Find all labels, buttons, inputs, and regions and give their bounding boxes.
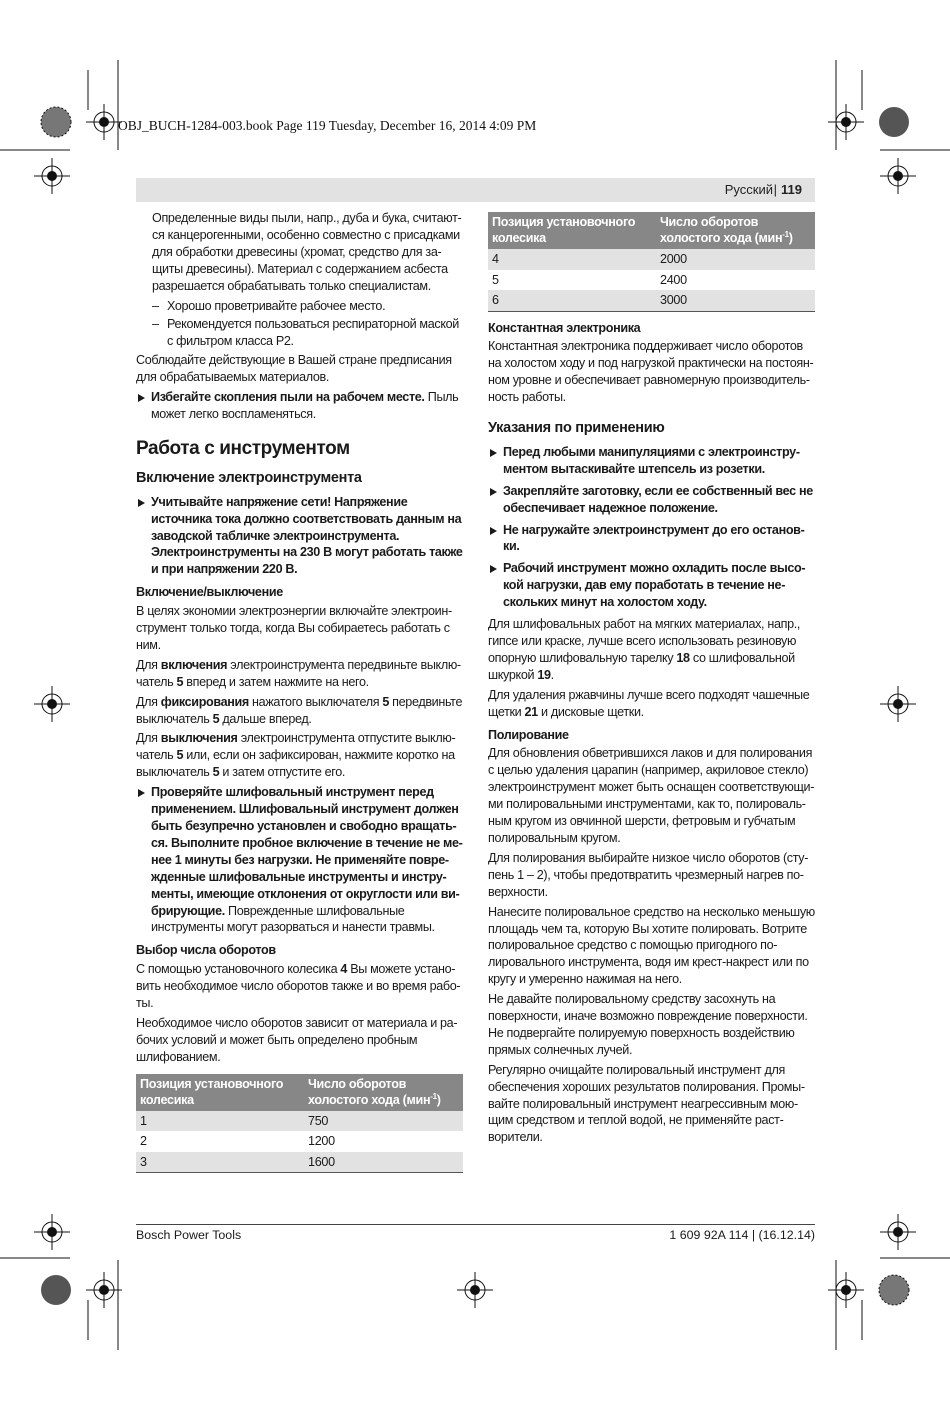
body-paragraph: В целях экономии электроэнергии включайте электроинструмент только тогда, когда Вы собираетесь работать с ним. — [136, 604, 453, 652]
dash-text: Хорошо проветривайте рабочее место. — [167, 298, 386, 313]
subsection-heading: Указания по применению — [488, 420, 665, 437]
body-paragraph: Для включения электроинструмента передвиньте выключатель 5 вперед и затем нажмите на него. — [136, 657, 462, 689]
body-paragraph: Для шлифовальных работ на мягких материалах, напр., гипсе или краске, лучше всего использовать резиновую опорную шлифовальную тарелку 18 со шлифовальной шкуркой 19. — [488, 617, 801, 682]
table-row: 2 1200 — [140, 1134, 335, 1149]
warning-bullet: Перед любыми манипуляциями с электроинструментом вытаскивайте штепсель из розетки. — [488, 444, 815, 478]
warning-bullet: Закрепляйте заготовку, если ее собственный вес не обеспечивает надежное положение. — [488, 483, 815, 517]
table-header: Число оборотов холостого хода (мин$^{-1}$) — [304, 1074, 463, 1111]
table-row: 5 2400 — [492, 272, 687, 287]
footer-brand: Bosch Power Tools — [136, 1228, 242, 1242]
header-language: Русский — [724, 182, 773, 197]
triangle-bullet-icon — [490, 449, 497, 457]
table-header: Позиция установочного колесика — [136, 1074, 304, 1111]
bullet-bold: Избегайте скопления пыли на рабочем месте. — [151, 390, 425, 405]
header-separator: | — [773, 182, 777, 197]
dash-item — [136, 298, 463, 315]
warning-bullet — [136, 494, 463, 579]
body-paragraph: Для полирования выбирайте низкое число оборотов (ступень 1 – 2), чтобы предотвратить чрезмерный нагрев поверхности. — [488, 850, 809, 899]
body-paragraph: Необходимое число оборотов зависит от материала и рабочих условий и может быть определено пробным шлифованием. — [136, 1015, 458, 1064]
footer-rule — [136, 1224, 815, 1225]
table-row: 4 2000 — [488, 249, 815, 270]
dust-paragraph: Определенные виды пыли, напр., дуба и бука, считаются канцерогенными, особенно совместно с присадками для обработки древесины (хромат, средство для защиты древесины). Материал с содержанием асбеста разрешается обрабатывать только специалистам. — [152, 211, 462, 293]
minor-heading: Включение/выключение — [136, 585, 283, 600]
body-paragraph: С помощью установочного колесика 4 Вы можете установить необходимое число оборотов также и во время работы. — [136, 962, 461, 1011]
section-heading: Работа с инструментом — [136, 437, 350, 459]
body-paragraph: Для удаления ржавчины лучше всего подходят чашечные щетки 21 и дисковые щетки. — [488, 687, 810, 719]
warning-bullet: Рабочий инструмент можно охладить после высокой нагрузки, дав ему поработать в течение нескольких минут на холостом ходу. — [488, 560, 815, 611]
table-row: 6 3000 — [488, 290, 815, 311]
triangle-bullet-icon — [490, 527, 497, 535]
body-paragraph: Константная электроника поддерживает число оборотов на холостом ходу и под нагрузкой практически на постоянном уровне и обеспечивает равномерную производительность работы. — [488, 339, 814, 405]
minor-heading: Выбор числа оборотов — [136, 943, 276, 958]
dash-mark: – — [152, 298, 159, 313]
dash-item — [136, 316, 463, 350]
bullet-text: Пыль может легко воспламеняться. — [151, 390, 459, 421]
speed-table — [488, 212, 815, 312]
table-row: 1 750 — [136, 1111, 463, 1132]
minor-heading: Полирование — [488, 727, 569, 742]
body-paragraph: Регулярно очищайте полировальный инструмент для обеспечения хороших результатов полирования. Промывайте полировальный инструмент неагрессивным моющим средством и теплой водой, не применяйте растворители. — [488, 1062, 806, 1145]
triangle-bullet-icon — [138, 499, 145, 507]
table-header: Позиция установочного колесика — [488, 212, 656, 249]
page-number: 119 — [781, 182, 802, 197]
triangle-bullet-icon — [490, 565, 497, 573]
dust-paragraph: Соблюдайте действующие в Вашей стране предписания для обрабатываемых материалов. — [136, 353, 452, 385]
triangle-bullet-icon — [138, 394, 145, 402]
dash-mark: – — [152, 317, 159, 332]
subsection-heading: Включение электроинструмента — [136, 469, 362, 486]
triangle-bullet-icon — [490, 488, 497, 496]
bullet-bold: Проверяйте шлифовальный инструмент перед применением. Шлифовальный инструмент должен быть безупречно установлен и свободно вращаться. Выполните пробное включение в течение не менее 1 минуты без нагрузки. Не применяйте поврежденные шлифовальные инструменты и инструменты, имеющие отклонения от округлости или вибрирующие. — [151, 785, 463, 918]
table-header: Число оборотов холостого хода (мин$^{-1}$) — [656, 212, 815, 249]
minor-heading: Константная электроника — [488, 320, 641, 335]
right-column — [488, 212, 815, 1149]
body-paragraph: Нанесите полировальное средство на несколько меньшую площадь чем та, которую Вы хотите полировать. Вотрите полировальное средство с помощью пригодного полировального инструмента, водя им крест-накрест или по кругу и умеренно нажимая на него. — [488, 904, 815, 987]
warning-bullet: Не нагружайте электроинструмент до его остановки. — [488, 522, 815, 556]
body-paragraph: Для фиксирования нажатого выключателя 5 передвиньте выключатель 5 дальше вперед. — [136, 694, 463, 726]
body-paragraph: Для выключения электроинструмента отпустите выключатель 5 или, если он зафиксирован, нажмите коротко на выключатель 5 и затем отпустите его. — [136, 731, 456, 780]
speed-table — [136, 1074, 463, 1174]
dash-text: Рекомендуется пользоваться респираторной маской с фильтром класса P2. — [167, 317, 459, 349]
footer-doc-number: 1 609 92A 114 | (16.12.14) — [669, 1228, 815, 1242]
bullet-bold: Учитывайте напряжение сети! Напряжение источника тока должно соответствовать данным на заводской табличке электроинструмента. Электроинструменты на 230 В могут работать также и при напряжении 220 В. — [151, 494, 463, 577]
triangle-bullet-icon — [138, 789, 145, 797]
bullet-text: Поврежденные шлифовальные инструменты могут разорваться и нанести травмы. — [151, 903, 435, 935]
left-column — [136, 210, 463, 1173]
warning-bullet — [136, 389, 463, 423]
book-header: OBJ_BUCH-1284-003.book Page 119 Tuesday, December 16, 2014 4:09 PM — [118, 118, 537, 133]
table-row: 3 1600 — [136, 1152, 463, 1173]
running-header — [136, 178, 815, 202]
warning-bullet — [136, 784, 463, 936]
body-paragraph: Для обновления обветрившихся лаков и для полирования с целью удаления царапин (например, акриловое стекло) электроинструмент может быть оснащен соответствующими полировальными инструментами, как то, полировальным кругом из овчинной шерсти, фетровым и губчатым полировальным кругом. — [488, 746, 815, 845]
body-paragraph: Не давайте полировальному средству засохнуть на поверхности, иначе возможно повреждение поверхности. Не подвергайте полируемую поверхность воздействию прямых солнечных лучей. — [488, 992, 808, 1057]
